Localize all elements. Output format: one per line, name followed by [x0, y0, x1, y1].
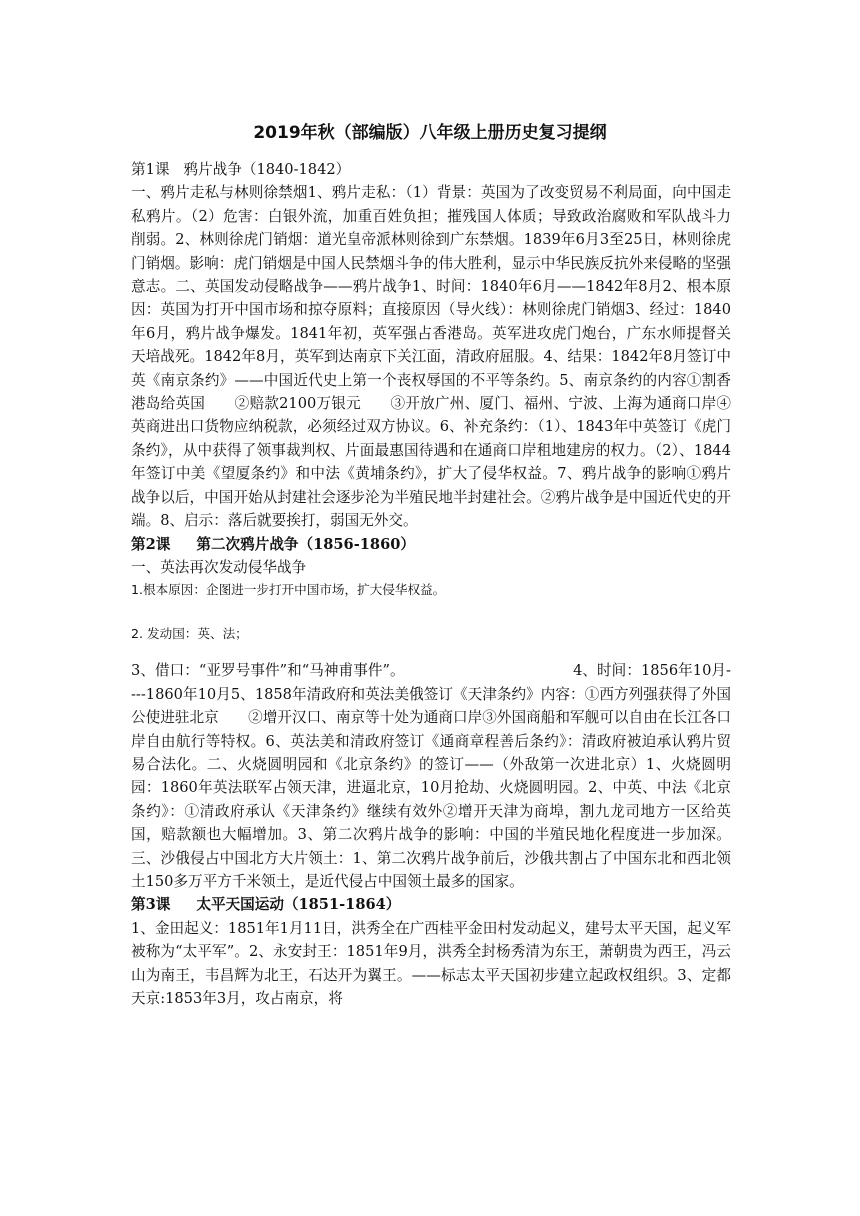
lesson-2-text: 3、借口：“亚罗号事件”和“马神甫事件”。 4、时间：1856年10月----1860年10月5、1858年清政府和英法美俄签订《天津条约》内容：①西方列强获得了外国公使进驻北京 ②增开汉口、南京等十处为通商口岸③外国商船和军舰可以自由在长江各口岸自由航行等特权。6、英法美和清政府签订《通商章程善后条约》：清政府被迫承认鸦片贸易合法化。二、火烧圆明园和《北京条约》的签订——（外敌第一次进北京）1、火烧圆明园：1860年英法联军占领天津，进逼北京，10月抢劫、火烧圆明园。2、中英、中法《北京条约》：①清政府承认《天津条约》继续有效外②增开天津为商埠，割九龙司地方一区给英国，赔款额也大幅增加。3、第二次鸦片战争的影响：中国的半殖民地化程度进一步加深。三、沙俄侵占中国北方大片领土：1、第二次鸦片战争前后，沙俄共割占了中国东北和西北领土150多万平方千米领土，是近代侵占中国领土最多的国家。: [131, 662, 731, 890]
lesson-1-heading: [131, 158, 731, 181]
lesson-2-root-cause: 1.根本原因：企图进一步打开中国市场，扩大侵华权益。: [131, 582, 446, 598]
lesson-1-text: 一、鸦片走私与林则徐禁烟1、鸦片走私：（1）背景：英国为了改变贸易不利局面，向中国走私鸦片。（2）危害：白银外流，加重百姓负担；摧残国人体质；导致政治腐败和军队战斗力削弱。2、林则徐虎门销烟：道光皇帝派林则徐到广东禁烟。1839年6月3至25日，林则徐虎门销烟。影响：虎门销烟是中国人民禁烟斗争的伟大胜利，显示中华民族反抗外来侵略的坚强意志。二、英国发动侵略战争——鸦片战争1、时间：1840年6月——1842年8月2、根本原因：英国为打开中国市场和掠夺原料；直接原因（导火线）：林则徐虎门销烟3、经过：1840年6月，鸦片战争爆发。1841年初，英军强占香港岛。英军进攻虎门炮台，广东水师提督关天培战死。1842年8月，英军到达南京下关江面，清政府屈服。4、结果：1842年8月签订中英《南京条约》——中国近代史上第一个丧权辱国的不平等条约。5、南京条约的内容①割香港岛给英国 ②赔款2100万银元 ③开放广州、厦门、福州、宁波、上海为通商口岸④英商进出口货物应纳税款，必须经过双方协议。6、补充条约：（1）、1843年中英签订《虎门条约》，从中获得了领事裁判权、片面最惠国待遇和在通商口岸租地建房的权力。（2）、1844年签订中美《望厦条约》和中法《黄埔条约》，扩大了侵华权益。7、鸦片战争的影响①鸦片战争以后，中国开始从封建社会逐步沦为半殖民地半封建社会。②鸦片战争是中国近代史的开端。8、启示：落后就要挨打，弱国无外交。: [131, 184, 731, 530]
lesson-1-number: 第1课: [131, 161, 170, 178]
lesson-2-subheading: 一、英法再次发动侵华战争: [131, 558, 307, 576]
lesson-3-text: 1、金田起义：1851年1月11日，洪秀全在广西桂平金田村发动起义，建号太平天国，起义军被称为“太平军”。2、永安封王：1851年9月，洪秀全封杨秀清为东王，萧朝贵为西王，冯云山为南王，韦昌辉为北王，石达开为翼王。——标志太平天国初步建立起政权组织。3、定都天京:1853年3月，攻占南京，将: [131, 919, 731, 1007]
lesson-2-name: 第二次鸦片战争（1856-1860）: [196, 535, 415, 553]
lesson-3-number: 第3课: [131, 896, 171, 914]
page-title: 2019年秋（部编版）八年级上册历史复习提纲: [253, 123, 607, 143]
lesson-2-heading: [131, 533, 731, 556]
lesson-3-name: 太平天国运动（1851-1864）: [196, 896, 401, 914]
document-body: [131, 158, 731, 1010]
lesson-2-number: 第2课: [131, 535, 171, 553]
lesson-2-initiators: 2. 发动国：英、法；: [131, 626, 248, 642]
lesson-1-name: 鸦片战争（1840-1842）: [183, 161, 351, 178]
lesson-3-heading: [131, 893, 731, 916]
